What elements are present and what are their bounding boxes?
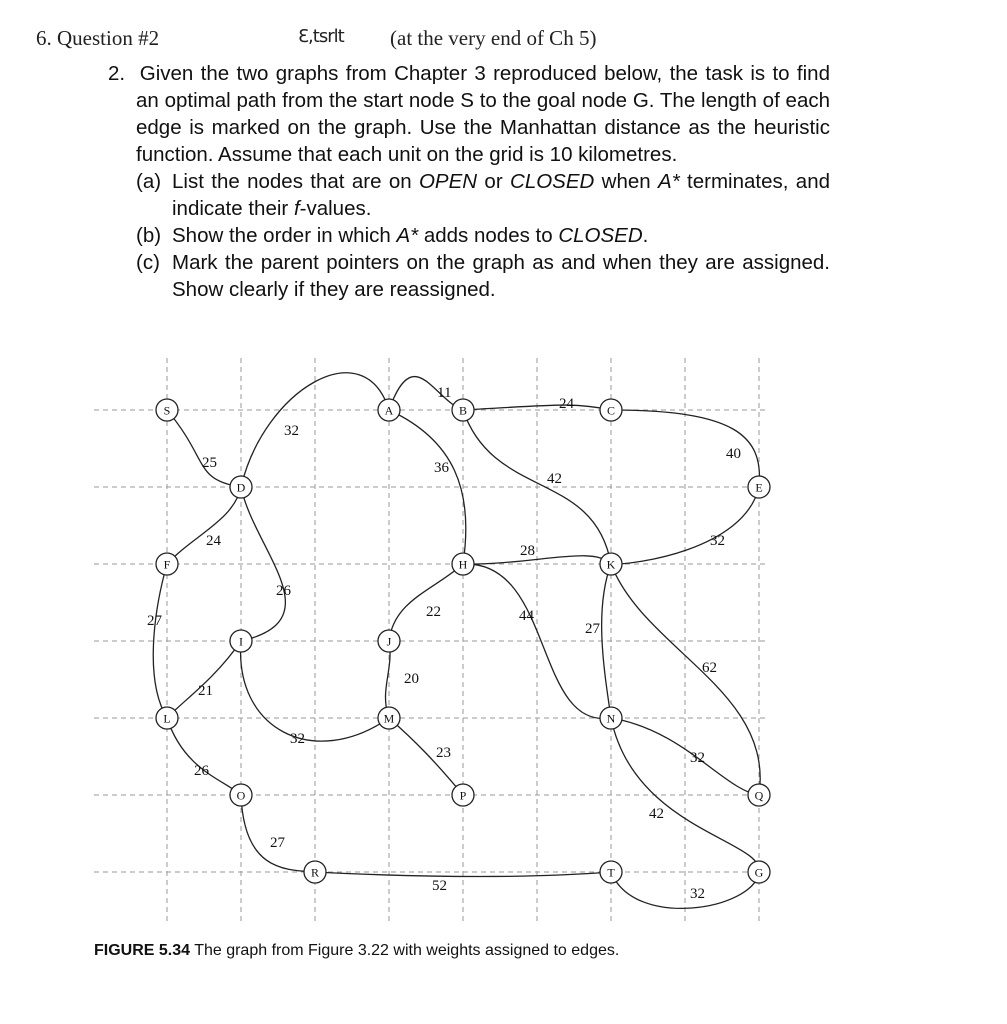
problem-part-text: Mark the parent pointers on the graph as and when they are assigned. Show clearly if they are reassigned. — [172, 251, 830, 301]
graph-node-label: R — [310, 865, 320, 880]
edge-weight-label: 42 — [649, 806, 664, 822]
graph-node-label: E — [755, 480, 763, 495]
handwritten-mark: Ɛ,tsrlt — [298, 26, 344, 47]
edge-weight-label: 42 — [547, 471, 562, 487]
problem-part-text: CLOSED — [510, 170, 595, 193]
problem-part-text: f — [293, 197, 300, 220]
figure — [34, 350, 926, 972]
graph-node-label: C — [606, 403, 616, 418]
graph-edge — [167, 487, 241, 564]
problem-part-text: A* — [396, 224, 419, 247]
problem-part — [108, 168, 830, 222]
edge-weight-label: 27 — [585, 621, 600, 637]
edge-weight-label: 26 — [194, 763, 209, 779]
edge-weight-label: 32 — [690, 886, 705, 902]
graph-node-label: J — [386, 634, 392, 649]
edge-weight-label: 20 — [404, 671, 419, 687]
problem-part-text: terminates, and indicate their — [172, 170, 831, 220]
edge-weight-label: 11 — [437, 385, 452, 401]
edge-weight-label: 28 — [520, 543, 535, 559]
edge-weight-label: 26 — [276, 583, 291, 599]
graph-node-label: T — [607, 865, 615, 880]
problem-part — [108, 222, 830, 249]
problem-part-text: adds nodes to — [418, 224, 559, 247]
graph-node-label: S — [163, 403, 171, 418]
problem-part-text: OPEN — [418, 170, 478, 193]
graph-node-label: P — [459, 788, 467, 803]
problem-part-text: List the nodes that are on — [172, 170, 419, 193]
edge-weight-label: 62 — [702, 660, 717, 676]
problem-part-text: when — [594, 170, 659, 193]
problem-parts — [108, 168, 830, 303]
graph-node-label: O — [236, 788, 246, 803]
question-header — [36, 26, 597, 51]
problem-part-text: CLOSED — [558, 224, 643, 247]
problem-part-text: Show the order in which — [172, 224, 397, 247]
problem-number: 2. — [108, 62, 126, 85]
graph-edge — [611, 564, 760, 795]
figure-caption-label: FIGURE 5.34 — [94, 942, 191, 959]
graph-edge — [241, 795, 315, 872]
problem-intro — [108, 60, 830, 168]
edge-weight-label: 27 — [270, 835, 285, 851]
edge-weight-label: 32 — [690, 750, 705, 766]
figure-caption — [94, 942, 619, 960]
problem-part-text: . — [642, 224, 649, 247]
edge-weight-label: 24 — [559, 396, 574, 412]
edge-weight-label: 22 — [426, 604, 441, 620]
edge-weight-label: 25 — [202, 455, 217, 471]
edge-weight-label: 27 — [147, 613, 162, 629]
problem-part-text: or — [477, 170, 511, 193]
graph-node-label: K — [606, 557, 616, 572]
graph-edge — [611, 487, 759, 564]
edge-weight-label: 44 — [519, 608, 534, 624]
graph-node-label: M — [383, 711, 395, 726]
graph-node-label: N — [606, 711, 616, 726]
graph-node-label: H — [458, 557, 468, 572]
graph-edge — [167, 410, 241, 487]
graph-edge — [167, 641, 241, 718]
problem-part-label: (b) — [136, 224, 162, 247]
graph-node-label: G — [754, 865, 764, 880]
problem-intro-text: Given the two graphs from Chapter 3 reproduced below, the task is to find an optimal path from the start node S to the goal node G. The length of each edge is marked on the graph. Use the Manhattan distance as the heuristic function. Assume that each unit on the grid is 10 kilometres. — [136, 62, 830, 166]
edge-weight-label: 40 — [726, 446, 741, 462]
graph-node-label: A — [384, 403, 394, 418]
graph-node-label: D — [236, 480, 246, 495]
edge-weight-label: 52 — [432, 878, 447, 894]
graph-node-label: Q — [754, 788, 764, 803]
question-title: Question #2 — [57, 26, 160, 50]
graph-edge — [167, 718, 241, 795]
edge-weight-label: 21 — [198, 683, 213, 699]
edge-weight-label: 32 — [284, 423, 299, 439]
edge-weight-label: 23 — [436, 745, 451, 761]
graph-edge — [389, 564, 463, 641]
problem-statement — [108, 60, 830, 303]
problem-part-text: A* — [658, 170, 680, 193]
graph-edge — [389, 718, 463, 795]
edge-weight-label: 24 — [206, 533, 221, 549]
graph-node-label: L — [163, 711, 171, 726]
problem-part — [108, 249, 830, 303]
graph-figure — [34, 350, 926, 940]
graph-node-label: B — [458, 403, 468, 418]
problem-part-label: (c) — [136, 251, 160, 274]
edge-weight-label: 32 — [710, 533, 725, 549]
problem-part-text: -values. — [299, 197, 372, 220]
graph-edge — [389, 377, 463, 410]
edge-weight-label: 36 — [434, 460, 449, 476]
edge-weight-label: 32 — [290, 731, 305, 747]
problem-part-label: (a) — [136, 170, 162, 193]
figure-caption-text: The graph from Figure 3.22 with weights assigned to edges. — [190, 942, 620, 959]
graph-node-label: I — [239, 634, 243, 649]
graph-node-label: F — [163, 557, 171, 572]
location-note: (at the very end of Ch 5) — [390, 26, 597, 50]
question-number: 6. — [36, 26, 52, 50]
